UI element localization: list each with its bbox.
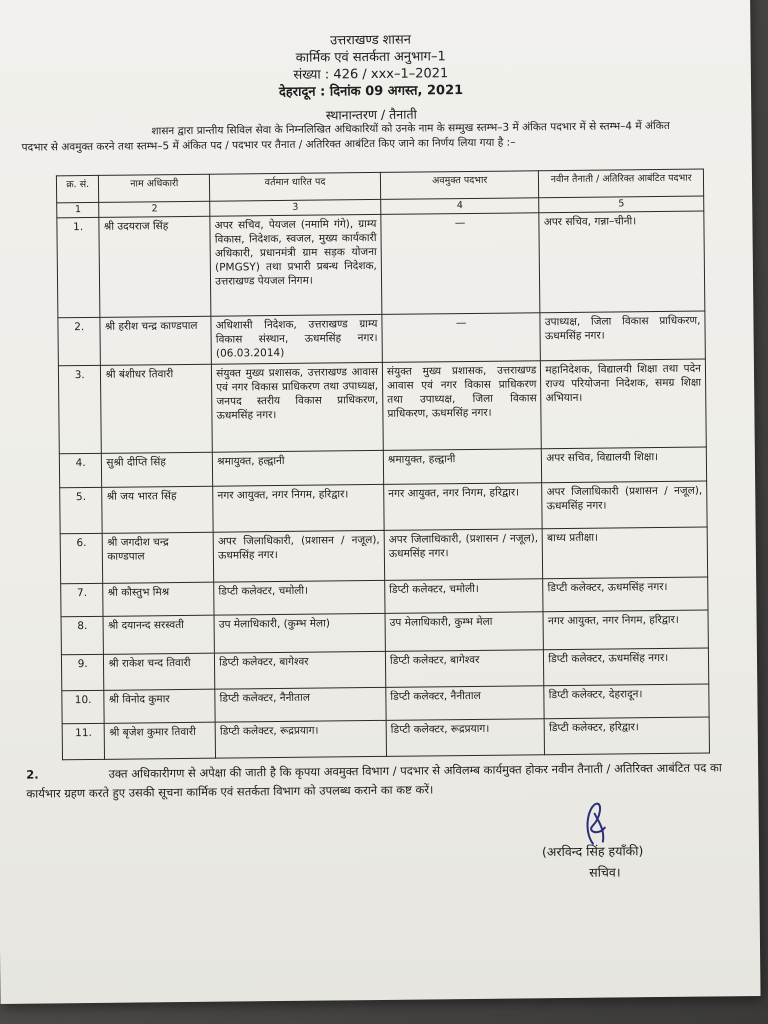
column-number: 2 xyxy=(99,201,210,217)
relieved-charge: संयुक्त मुख्य प्रशासक, उत्तराखण्ड आवास एवं नगर विकास प्राधिकरण तथा उपाध्यक्ष, जिला विकास प्राधिकरण, ऊधमसिंह नगर। xyxy=(382,361,541,451)
column-number: 1 xyxy=(57,202,100,217)
order-date: देहरादून : दिनांक 09 अगस्त, 2021 xyxy=(278,83,464,100)
new-posting: अपर सचिव, विद्यालयी शिक्षा। xyxy=(542,447,707,483)
new-posting: बाध्य प्रतीक्षा। xyxy=(543,527,708,579)
order-number: संख्या : 426 / xxx–1–2021 xyxy=(293,66,449,83)
officer-name: श्री जगदीश चन्द्र काण्डपाल xyxy=(103,532,214,583)
new-posting: अपर जिलाधिकारी (प्रशासन / नजूल), ऊधमसिंह नगर। xyxy=(542,481,707,529)
header-serial: क्र. सं. xyxy=(56,175,99,202)
table-row xyxy=(58,311,705,366)
subject-line: स्थानान्तरण / तैनाती xyxy=(325,106,417,123)
serial-number: 2. xyxy=(58,317,101,365)
govt-name: उत्तराखण्ड शासन xyxy=(329,32,412,49)
column-number: 4 xyxy=(381,198,540,215)
current-post: डिप्टी कलेक्टर, नैनीताल xyxy=(215,687,386,722)
serial-number: 9. xyxy=(61,654,104,690)
signatory-designation: सचिव। xyxy=(589,864,621,880)
relieved-charge: डिप्टी कलेक्टर, नैनीताल xyxy=(386,686,545,721)
officer-name: श्री कौस्तुभ मिश्र xyxy=(103,582,214,616)
officer-name: श्री हरीश चन्द्र काण्डपाल xyxy=(100,316,211,365)
new-posting: नगर आयुक्त, नगर निगम, हरिद्वार। xyxy=(543,610,708,650)
current-post: डिप्टी कलेक्टर, चमोली। xyxy=(214,580,385,615)
new-posting: डिप्टी कलेक्टर, हरिद्वार। xyxy=(544,717,709,755)
relieved-charge: अपर जिलाधिकारी, (प्रशासन / नजूल), ऊधमसिंह नगर। xyxy=(384,529,543,581)
table-row xyxy=(57,211,705,318)
header-new-posting: नवीन तैनाती / अतिरिक्त आबंटित पदभार xyxy=(539,169,704,198)
serial-number: 8. xyxy=(61,616,104,654)
signatory-name: (अरविन्द सिंह हयाँकी) xyxy=(541,843,644,860)
serial-number: 4. xyxy=(59,453,102,487)
new-posting: अपर सचिव, गन्ना–चीनी। xyxy=(539,211,705,313)
table-row xyxy=(60,481,707,534)
current-post: अधिशासी निदेशक, उत्तराखण्ड ग्राम्य विकास संस्थान, ऊधमसिंह नगर। (06.03.2014) xyxy=(211,314,382,364)
current-post: संयुक्त मुख्य प्रशासक, उत्तराखण्ड आवास एवं नगर विकास प्राधिकरण तथा उपाध्यक्ष, जनपद स्तरीय विकास प्राधिकरण, ऊधमसिंह नगर। xyxy=(212,362,384,452)
table-row xyxy=(60,527,707,584)
table-row xyxy=(58,359,706,454)
officer-name: श्री राकेश चन्द तिवारी xyxy=(104,653,215,690)
serial-number: 10. xyxy=(62,690,105,723)
new-posting: डिप्टी कलेक्टर, ऊधमसिंह नगर। xyxy=(543,577,708,612)
serial-number: 6. xyxy=(60,533,103,583)
new-posting: उपाध्यक्ष, जिला विकास प्राधिकरण, ऊधमसिंह नगर। xyxy=(540,311,705,361)
officer-name: श्री जय भारत सिंह xyxy=(102,486,213,533)
officer-name: श्री दयानन्द सरस्वती xyxy=(103,615,214,654)
paragraph-text: उक्त अधिकारीगण से अपेक्षा की जाती है कि कृपया अवमुक्त विभाग / पदभार से अविलम्ब कार्यमुक्त होकर नवीन तैनाती / अतिरिक्त आबंटित पद का कार्यभार ग्रहण करते हुए उसकी सूचना कार्मिक एवं सतर्कता विभाग को उपलब्ध कराने का कष्ट करें। xyxy=(26,760,722,801)
signature-mark xyxy=(574,800,615,848)
instruction-paragraph xyxy=(26,758,726,803)
column-number: 5 xyxy=(539,196,704,213)
serial-number: 5. xyxy=(60,487,103,533)
relieved-charge: डिप्टी कलेक्टर, बागेश्वर xyxy=(385,650,544,688)
transfer-table xyxy=(56,169,710,761)
serial-number: 7. xyxy=(61,583,104,616)
department-name: कार्मिक एवं सतर्कता अनुभाग–1 xyxy=(295,49,446,66)
officer-name: सुश्री दीप्ति सिंह xyxy=(102,452,213,487)
relieved-charge: — xyxy=(381,213,540,315)
current-post: अपर सचिव, पेयजल (नमामि गंगे), ग्राम्य विकास, निदेशक, स्वजल, मुख्य कार्यकारी अधिकारी, प्रधानमंत्री ग्राम सड़क योजना (PMGSY) तथा प्रभारी प्रबन्ध निदेशक, उत्तराखण्ड पेयजल निगम। xyxy=(210,214,382,316)
table-row xyxy=(62,717,709,760)
officer-name: श्री विनोद कुमार xyxy=(104,689,215,723)
current-post: डिप्टी कलेक्टर, रूद्रप्रयाग। xyxy=(215,720,386,758)
serial-number: 3. xyxy=(58,365,101,453)
header-officer-name: नाम अधिकारी xyxy=(99,174,210,202)
officer-name: श्री बंशीधर तिवारी xyxy=(101,364,213,453)
column-number: 3 xyxy=(210,199,381,216)
header-relieved-charge: अवमुक्त पदभार xyxy=(380,171,539,200)
header-current-post: वर्तमान धारित पद xyxy=(210,172,381,201)
serial-number: 1. xyxy=(57,217,100,317)
new-posting: महानिदेशक, विद्यालयी शिक्षा तथा पदेन राज्य परियोजना निदेशक, समग्र शिक्षा अभियान। xyxy=(541,359,707,449)
paragraph-number: 2. xyxy=(26,767,39,782)
serial-number: 11. xyxy=(62,723,105,759)
current-post: नगर आयुक्त, नगर निगम, हरिद्वार। xyxy=(213,484,384,532)
officer-name: श्री बृजेश कुमार तिवारी xyxy=(105,722,216,759)
relieved-charge: उप मेलाधिकारी, कुम्भ मेला xyxy=(385,612,544,652)
relieved-charge: श्रमायुक्त, हल्द्वानी xyxy=(383,449,542,485)
intro-paragraph: शासन द्वारा प्रान्तीय सिविल सेवा के निम्नलिखित अधिकारियों को उनके नाम के सम्मुख स्तम्भ–3 में अंकित पदभार में से स्तम्भ–4 में अंकित पदभार से अवमुक्त करने तथा स्तम्भ–5 में अंकित पद / पदभार पर तैनात / अतिरिक्त आबंटित किए जाने का निर्णय लिया गया है :– xyxy=(21,119,670,154)
relieved-charge: नगर आयुक्त, नगर निगम, हरिद्वार। xyxy=(384,483,543,531)
new-posting: डिप्टी कलेक्टर, ऊधमसिंह नगर। xyxy=(544,648,709,686)
relieved-charge: डिप्टी कलेक्टर, चमोली। xyxy=(385,579,544,614)
current-post: डिप्टी कलेक्टर, बागेश्वर xyxy=(215,651,386,689)
officer-name: श्री उदयराज सिंह xyxy=(99,216,211,317)
relieved-charge: — xyxy=(382,313,541,363)
current-post: अपर जिलाधिकारी, (प्रशासन / नजूल), ऊधमसिंह नगर। xyxy=(213,530,384,582)
current-post: उप मेलाधिकारी, (कुम्भ मेला) xyxy=(214,613,385,653)
relieved-charge: डिप्टी कलेक्टर, रूद्रप्रयाग। xyxy=(386,719,545,757)
new-posting: डिप्टी कलेक्टर, देहरादून। xyxy=(544,684,709,719)
current-post: श्रमायुक्त, हल्द्वानी xyxy=(213,450,384,486)
